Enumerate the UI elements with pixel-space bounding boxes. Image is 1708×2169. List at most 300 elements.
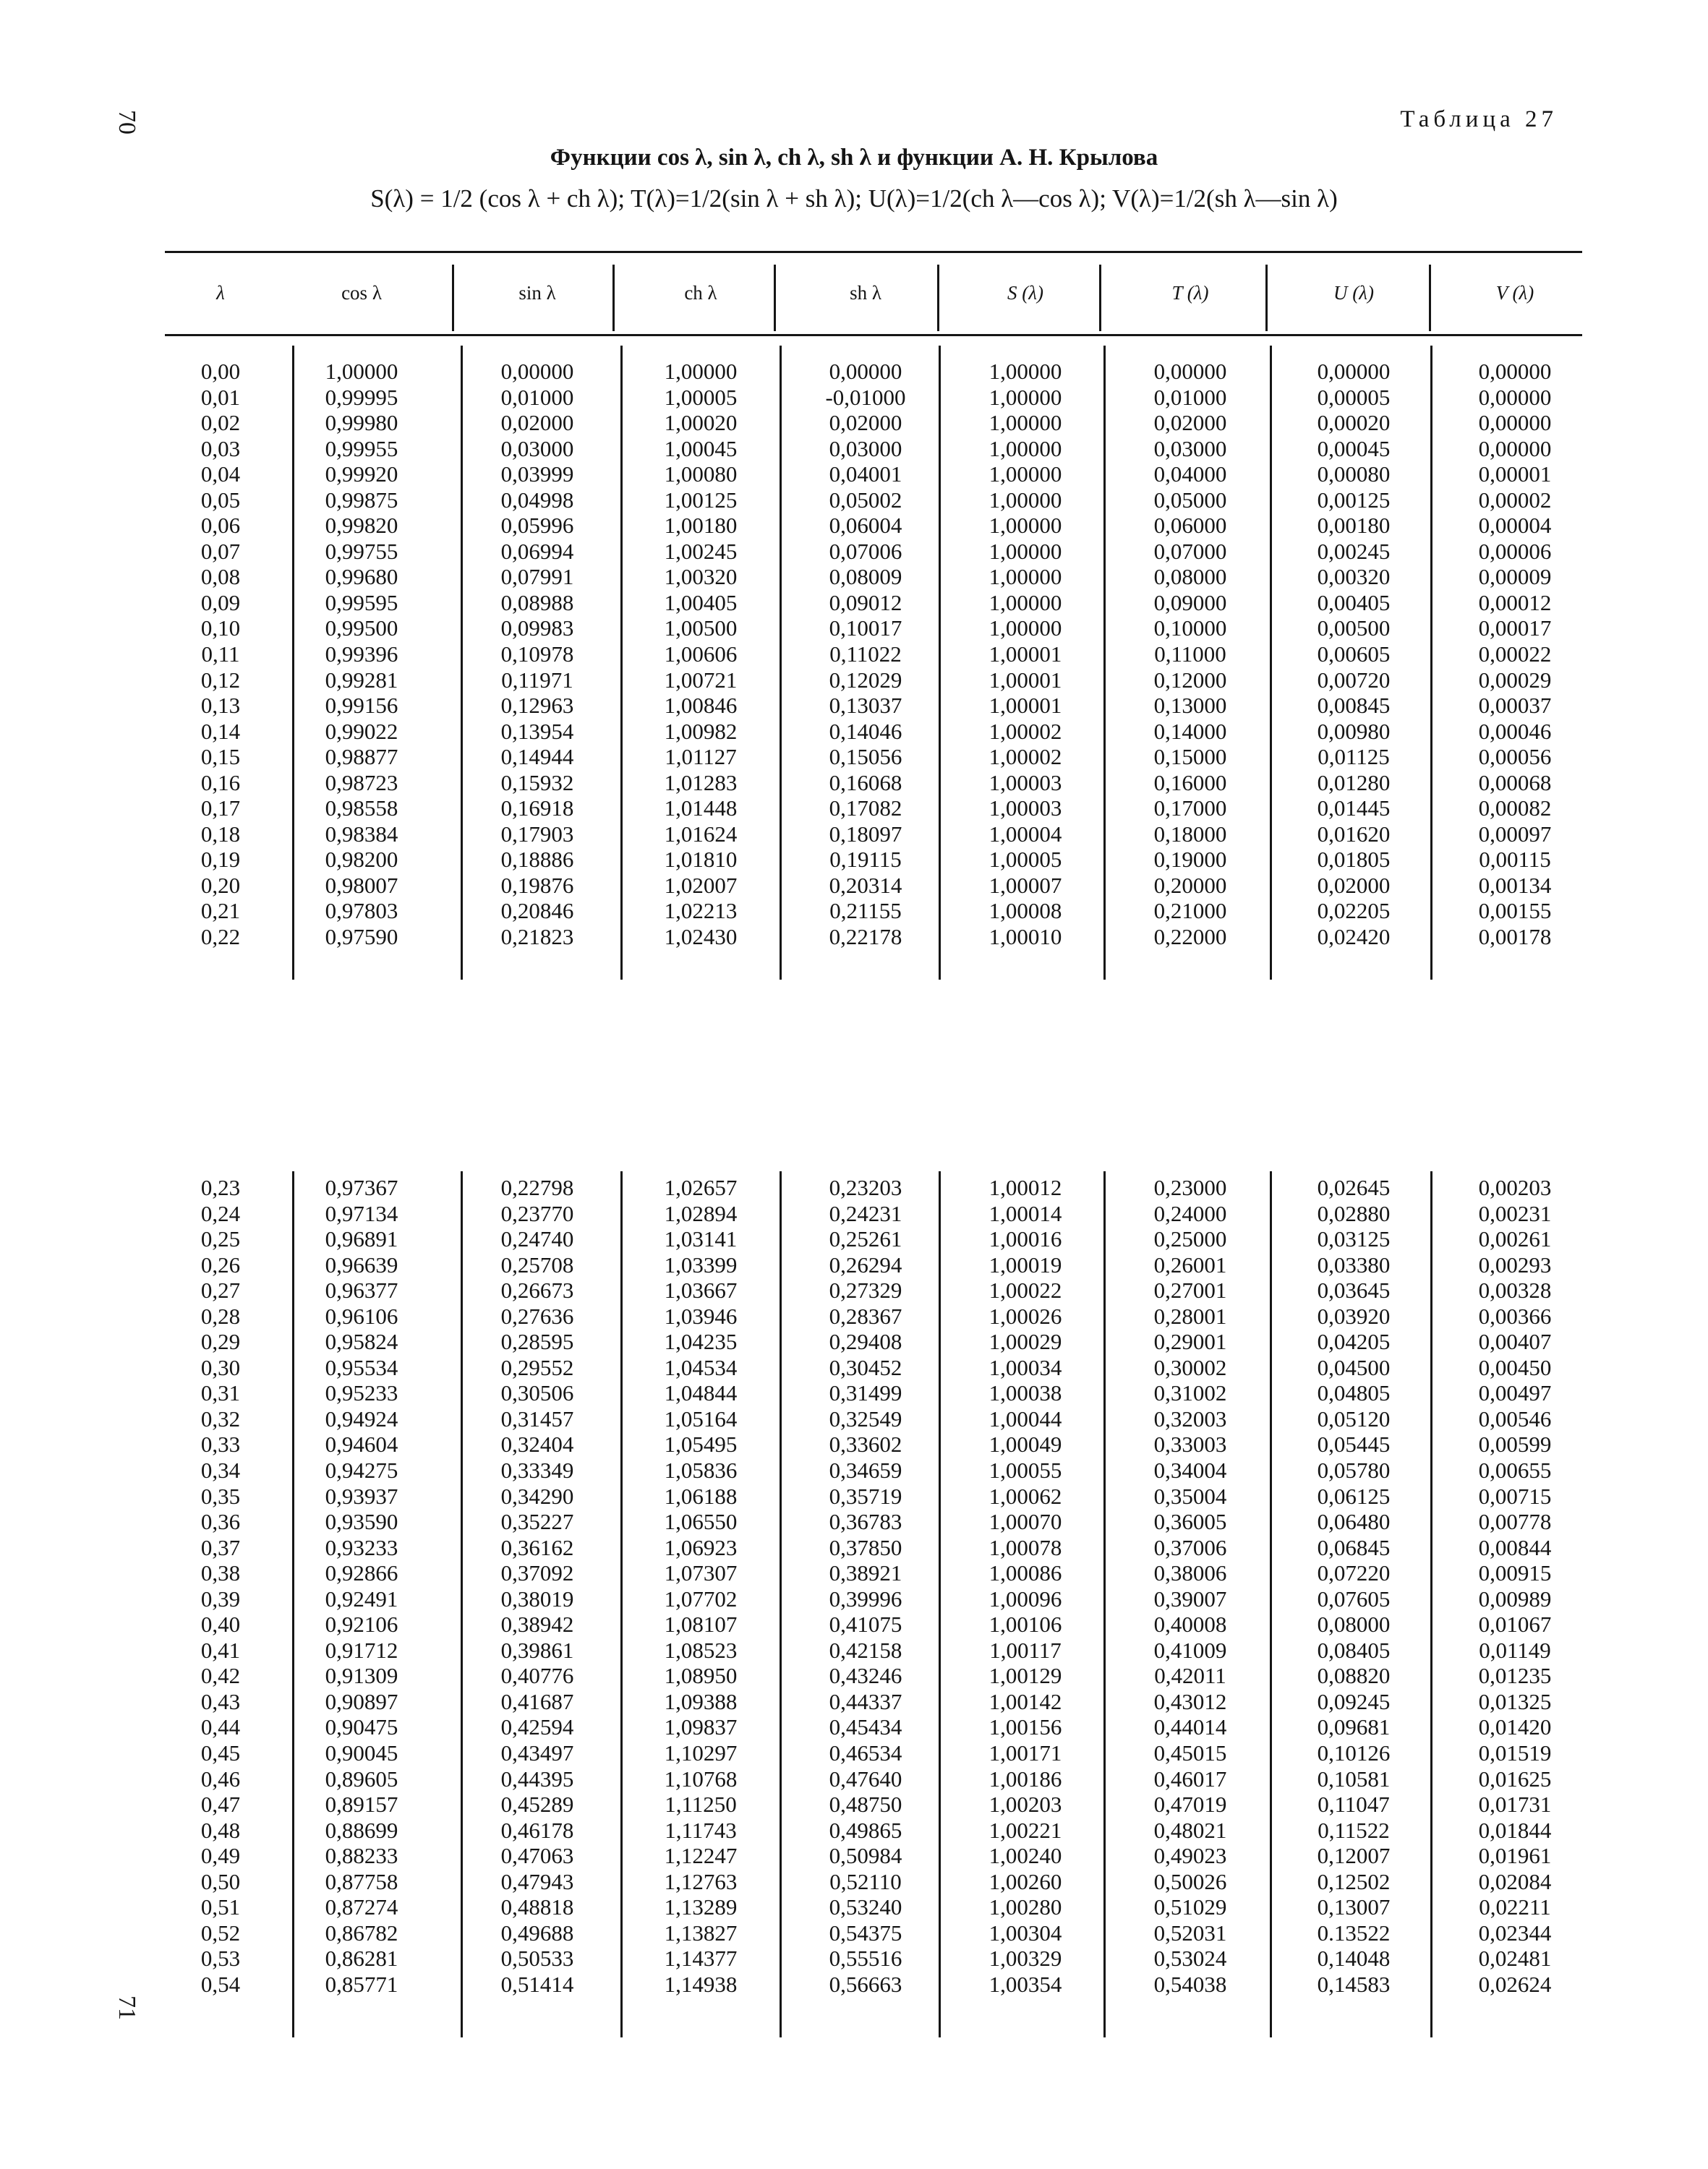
table-cell: 0,00002 xyxy=(1478,487,1552,513)
table-cell: 0,38921 xyxy=(829,1560,902,1586)
table-cell: 0,45 xyxy=(200,1740,241,1766)
table-cell: 0,00000 xyxy=(1478,384,1552,410)
table-cell: 0,01 xyxy=(200,384,241,410)
column-header-S: S (λ) xyxy=(1007,282,1043,304)
table-cell: 0,34659 xyxy=(829,1458,902,1484)
table-cell: 1,00038 xyxy=(988,1380,1062,1406)
table-cell: 0,00020 xyxy=(1317,410,1391,436)
table-cell: 0,39996 xyxy=(829,1586,902,1612)
column-S xyxy=(953,1175,1098,1998)
column-divider xyxy=(1430,346,1432,980)
table-cell: 0,91309 xyxy=(325,1663,398,1689)
table-cell: 0,19 xyxy=(200,847,241,873)
table-cell: 0,13007 xyxy=(1317,1894,1391,1920)
table-cell: 0,46534 xyxy=(829,1740,902,1766)
table-cell: 0,00006 xyxy=(1478,538,1552,564)
table-cell: 1,09388 xyxy=(664,1688,738,1714)
table-cell: 0,34004 xyxy=(1153,1458,1227,1484)
column-ch xyxy=(628,359,773,950)
table-cell: 0,13 xyxy=(200,693,241,719)
table-cell: 0,00000 xyxy=(1478,410,1552,436)
table-cell: 1,00000 xyxy=(325,359,398,384)
table-cell: 0,00082 xyxy=(1478,795,1552,821)
table-cell: 1,00000 xyxy=(988,513,1062,539)
column-header-T: T (λ) xyxy=(1171,282,1209,304)
table-cell: 0,00405 xyxy=(1317,589,1391,615)
table-cell: 0,00068 xyxy=(1478,769,1552,795)
table-cell: 0,00125 xyxy=(1317,487,1391,513)
table-cell: 0,86782 xyxy=(325,1920,398,1946)
table-cell: 1,05836 xyxy=(664,1458,738,1484)
table-cell: 0,32404 xyxy=(500,1432,574,1458)
table-cell: 1,08107 xyxy=(664,1612,738,1638)
table-cell: 0,06000 xyxy=(1153,513,1227,539)
table-cell: 0,29 xyxy=(200,1329,241,1355)
table-cell: 0,07991 xyxy=(500,564,574,590)
table-cell: 0,12 xyxy=(200,667,241,693)
table-cell: 1,00203 xyxy=(988,1792,1062,1818)
table-cell: 0,94604 xyxy=(325,1432,398,1458)
column-sh xyxy=(793,359,938,950)
table-cell: 1,00106 xyxy=(988,1612,1062,1638)
table-cell: 1,00180 xyxy=(664,513,738,539)
column-ch xyxy=(628,1175,773,1998)
table-cell: 1,13289 xyxy=(664,1894,738,1920)
table-cell: 0,31 xyxy=(200,1380,241,1406)
table-cell: 0,08000 xyxy=(1153,564,1227,590)
table-cell: 0,98200 xyxy=(325,847,398,873)
table-cell: 0,36 xyxy=(200,1509,241,1535)
table-cell: 0,21 xyxy=(200,898,241,924)
table-cell: 0,92106 xyxy=(325,1612,398,1638)
table-cell: 0,00245 xyxy=(1317,538,1391,564)
header-divider xyxy=(1265,265,1268,331)
table-cell: 0,08009 xyxy=(829,564,902,590)
table-cell: 1,00045 xyxy=(664,435,738,461)
table-cell: 0,21823 xyxy=(500,924,574,950)
table-cell: 0,08000 xyxy=(1317,1612,1391,1638)
table-cell: 0,10017 xyxy=(829,615,902,641)
table-cell: 0,26673 xyxy=(500,1278,574,1304)
table-cell: 0,07605 xyxy=(1317,1586,1391,1612)
table-cell: 0,94924 xyxy=(325,1406,398,1432)
table-cell: 0,37092 xyxy=(500,1560,574,1586)
table-cell: 0,44337 xyxy=(829,1688,902,1714)
table-cell: 0,17082 xyxy=(829,795,902,821)
table-cell: 1,00080 xyxy=(664,461,738,487)
table-cell: 0,04998 xyxy=(500,487,574,513)
table-cell: 0,47943 xyxy=(500,1868,574,1894)
table-cell: 0,40 xyxy=(200,1612,241,1638)
table-cell: 0,01519 xyxy=(1478,1740,1552,1766)
table-cell: 0,46 xyxy=(200,1766,241,1792)
table-cell: 1,00002 xyxy=(988,718,1062,744)
table-cell: 0,07 xyxy=(200,538,241,564)
table-cell: 0,93937 xyxy=(325,1483,398,1509)
table-cell: 0,00845 xyxy=(1317,693,1391,719)
table-cell: 0,34290 xyxy=(500,1483,574,1509)
table-cell: 0,02645 xyxy=(1317,1175,1391,1200)
table-cell: 0,22798 xyxy=(500,1175,574,1200)
table-cell: 0,31499 xyxy=(829,1380,902,1406)
table-cell: 0,17000 xyxy=(1153,795,1227,821)
table-cell: 0,18 xyxy=(200,821,241,847)
table-cell: 0,48818 xyxy=(500,1894,574,1920)
table-cell: 0,95534 xyxy=(325,1354,398,1380)
column-divider xyxy=(292,346,294,980)
table-cell: 0,42 xyxy=(200,1663,241,1689)
table-cell: 0,20846 xyxy=(500,898,574,924)
table-cell: 0,26 xyxy=(200,1252,241,1278)
table-cell: 0,00134 xyxy=(1478,872,1552,898)
table-cell: 0,30506 xyxy=(500,1380,574,1406)
table-cell: 0,38019 xyxy=(500,1586,574,1612)
table-cell: 0,05000 xyxy=(1153,487,1227,513)
table-cell: 0,98558 xyxy=(325,795,398,821)
table-cell: 0,00056 xyxy=(1478,744,1552,770)
table-cell: 0,53240 xyxy=(829,1894,902,1920)
table-cell: 0,30002 xyxy=(1153,1354,1227,1380)
table-cell: 1,00001 xyxy=(988,641,1062,667)
table-cell: 0,00 xyxy=(200,359,241,384)
table-cell: 1,00500 xyxy=(664,615,738,641)
table-cell: 0,12963 xyxy=(500,693,574,719)
column-S xyxy=(953,359,1098,950)
table-cell: 0,86281 xyxy=(325,1946,398,1972)
column-header-sh: sh λ xyxy=(850,282,881,304)
column-header-cos: cos λ xyxy=(341,282,382,304)
table-cell: 0,00546 xyxy=(1478,1406,1552,1432)
table-cell: 0,43 xyxy=(200,1688,241,1714)
table-cell: 0,00715 xyxy=(1478,1483,1552,1509)
table-cell: 0,87758 xyxy=(325,1868,398,1894)
table-cell: 0,08988 xyxy=(500,589,574,615)
table-cell: 0,47019 xyxy=(1153,1792,1227,1818)
table-cell: 1,13827 xyxy=(664,1920,738,1946)
table-cell: 0,01420 xyxy=(1478,1714,1552,1740)
table-cell: 0,16 xyxy=(200,769,241,795)
table-cell: 0,03000 xyxy=(829,435,902,461)
table-cell: 0,44395 xyxy=(500,1766,574,1792)
table-cell: 0,97590 xyxy=(325,924,398,950)
table-cell: 1,00000 xyxy=(988,564,1062,590)
table-cell: 0,11522 xyxy=(1318,1817,1390,1843)
table-cell: 1,00000 xyxy=(988,461,1062,487)
table-cell: 0,94275 xyxy=(325,1458,398,1484)
table-cell: 0,01000 xyxy=(500,384,574,410)
table-cell: 0,16000 xyxy=(1153,769,1227,795)
page-number-top: 70 xyxy=(114,110,140,134)
table-cell: 0,03920 xyxy=(1317,1303,1391,1329)
table-cell: 1,00129 xyxy=(988,1663,1062,1689)
table-cell: 0,47 xyxy=(200,1792,241,1818)
table-cell: 0,00293 xyxy=(1478,1252,1552,1278)
table-cell: 0,98877 xyxy=(325,744,398,770)
table-cell: 1,00186 xyxy=(988,1766,1062,1792)
column-divider xyxy=(780,346,782,980)
table-cell: 0,01625 xyxy=(1478,1766,1552,1792)
column-cos xyxy=(289,359,434,950)
table-cell: 0,99396 xyxy=(325,641,398,667)
column-T xyxy=(1118,1175,1263,1998)
column-sin xyxy=(465,359,610,950)
table-cell: 0,05002 xyxy=(829,487,902,513)
table-cell: 0,05445 xyxy=(1317,1432,1391,1458)
table-cell: 0,11022 xyxy=(829,641,902,667)
table-cell: 0,01067 xyxy=(1478,1612,1552,1638)
table-cell: 0,35 xyxy=(200,1483,241,1509)
table-cell: 0,19876 xyxy=(500,872,574,898)
table-cell: 1,00007 xyxy=(988,872,1062,898)
table-cell: 0,99755 xyxy=(325,538,398,564)
table-cell: 0,02 xyxy=(200,410,241,436)
table-cell: 1,00000 xyxy=(988,487,1062,513)
column-divider xyxy=(1103,1171,1106,2037)
table-cell: 0,99500 xyxy=(325,615,398,641)
table-cell: 0,48021 xyxy=(1153,1817,1227,1843)
column-header-ch: ch λ xyxy=(684,282,717,304)
header-divider xyxy=(774,265,776,331)
column-header-lambda: λ xyxy=(216,282,225,304)
table-cell: 0,45434 xyxy=(829,1714,902,1740)
table-cell: 1,06188 xyxy=(664,1483,738,1509)
table-cell: 1,00329 xyxy=(988,1946,1062,1972)
table-cell: 0,49688 xyxy=(500,1920,574,1946)
table-cell: 1,10297 xyxy=(664,1740,738,1766)
table-cell: 0,02000 xyxy=(500,410,574,436)
table-cell: 0,45015 xyxy=(1153,1740,1227,1766)
table-cell: 0,11971 xyxy=(501,667,573,693)
column-V xyxy=(1443,1175,1587,1998)
header-divider xyxy=(612,265,615,331)
table-cell: 0,35004 xyxy=(1153,1483,1227,1509)
column-divider xyxy=(292,1171,294,2037)
table-cell: 1,04534 xyxy=(664,1354,738,1380)
table-cell: 0,90897 xyxy=(325,1688,398,1714)
column-header-U: U (λ) xyxy=(1333,282,1374,304)
column-divider xyxy=(1103,346,1106,980)
table-cell: 0,26294 xyxy=(829,1252,902,1278)
table-cell: 0,00980 xyxy=(1317,718,1391,744)
table-cell: 1,01810 xyxy=(664,847,738,873)
table-cell: 0,92866 xyxy=(325,1560,398,1586)
table-cell: 0,25000 xyxy=(1153,1226,1227,1252)
table-cell: 0,00915 xyxy=(1478,1560,1552,1586)
table-cell: 0,06994 xyxy=(500,538,574,564)
table-cell: 0,41 xyxy=(200,1637,241,1663)
table-cell: 1,00320 xyxy=(664,564,738,590)
table-cell: 1,00078 xyxy=(988,1534,1062,1560)
table-cell: 0,13954 xyxy=(500,718,574,744)
krylov-formula: S(λ) = 1/2 (cos λ + ch λ); T(λ)=1/2(sin λ + sh λ); U(λ)=1/2(ch λ—cos λ); V(λ)=1/2(sh λ—sin λ) xyxy=(370,184,1338,213)
table-cell: 0,39007 xyxy=(1153,1586,1227,1612)
table-cell: 0,38 xyxy=(200,1560,241,1586)
table-cell: 0,00155 xyxy=(1478,898,1552,924)
table-cell: 0,49023 xyxy=(1153,1843,1227,1869)
table-cell: 0,15 xyxy=(200,744,241,770)
table-cell: 0,00046 xyxy=(1478,718,1552,744)
table-cell: 0,04500 xyxy=(1317,1354,1391,1380)
table-cell: 0,22000 xyxy=(1153,924,1227,950)
table-cell: 1,00096 xyxy=(988,1586,1062,1612)
table-cell: 1,12763 xyxy=(664,1868,738,1894)
table-cell: 0,31002 xyxy=(1153,1380,1227,1406)
table-cell: 0,49 xyxy=(200,1843,241,1869)
column-divider xyxy=(780,1171,782,2037)
table-cell: 1,00086 xyxy=(988,1560,1062,1586)
header-divider xyxy=(1429,265,1431,331)
table-cell: 1,11743 xyxy=(665,1817,737,1843)
table-cell: 0,03645 xyxy=(1317,1278,1391,1304)
header-bottom-rule xyxy=(165,334,1582,336)
table-cell: 1,01127 xyxy=(665,744,737,770)
table-cell: 0,00004 xyxy=(1478,513,1552,539)
table-cell: 0,06845 xyxy=(1317,1534,1391,1560)
table-title: Функции cos λ, sin λ, ch λ, sh λ и функции А. Н. Крылова xyxy=(550,145,1158,171)
table-cell: 0,54 xyxy=(200,1971,241,1997)
table-cell: 0.13522 xyxy=(1317,1920,1391,1946)
table-cell: 0,01731 xyxy=(1478,1792,1552,1818)
table-cell: 0,02211 xyxy=(1479,1894,1551,1920)
table-cell: 0,89157 xyxy=(325,1792,398,1818)
table-cell: 0,38006 xyxy=(1153,1560,1227,1586)
table-cell: 0,99680 xyxy=(325,564,398,590)
table-cell: 0,25261 xyxy=(829,1226,902,1252)
table-cell: 1,00062 xyxy=(988,1483,1062,1509)
table-cell: 0,23203 xyxy=(829,1175,902,1200)
table-cell: 0,01280 xyxy=(1317,769,1391,795)
table-cell: 0,16068 xyxy=(829,769,902,795)
table-cell: 0,02624 xyxy=(1478,1971,1552,1997)
column-lambda xyxy=(148,1175,293,1998)
column-header-V: V (λ) xyxy=(1495,282,1534,304)
table-cell: 1,01448 xyxy=(664,795,738,821)
table-cell: 1,03946 xyxy=(664,1303,738,1329)
table-cell: 0,97134 xyxy=(325,1200,398,1226)
table-cell: 0,00080 xyxy=(1317,461,1391,487)
table-cell: 1,05495 xyxy=(664,1432,738,1458)
column-divider xyxy=(620,1171,623,2037)
table-cell: 0,08 xyxy=(200,564,241,590)
table-cell: 0,00029 xyxy=(1478,667,1552,693)
table-cell: -0,01000 xyxy=(825,384,906,410)
table-cell: 0,00989 xyxy=(1478,1586,1552,1612)
table-cell: 1,00049 xyxy=(988,1432,1062,1458)
table-cell: 1,00000 xyxy=(664,359,738,384)
table-cell: 0,12007 xyxy=(1317,1843,1391,1869)
table-cell: 0,36005 xyxy=(1153,1509,1227,1535)
table-cell: 0,13000 xyxy=(1153,693,1227,719)
table-cell: 0,00231 xyxy=(1478,1200,1552,1226)
table-cell: 0,47640 xyxy=(829,1766,902,1792)
table-cell: 0,90475 xyxy=(325,1714,398,1740)
table-cell: 1,00005 xyxy=(664,384,738,410)
table-cell: 0,98723 xyxy=(325,769,398,795)
table-cell: 0,42594 xyxy=(500,1714,574,1740)
table-cell: 0,44014 xyxy=(1153,1714,1227,1740)
table-cell: 1,00005 xyxy=(988,847,1062,873)
table-cell: 0,19115 xyxy=(829,847,902,873)
table-cell: 0,95233 xyxy=(325,1380,398,1406)
table-cell: 0,28595 xyxy=(500,1329,574,1355)
table-cell: 0,00203 xyxy=(1478,1175,1552,1200)
table-cell: 1,00003 xyxy=(988,795,1062,821)
table-cell: 0,27636 xyxy=(500,1303,574,1329)
table-cell: 1,00044 xyxy=(988,1406,1062,1432)
table-cell: 0,96891 xyxy=(325,1226,398,1252)
table-cell: 0,15000 xyxy=(1153,744,1227,770)
table-cell: 0,04205 xyxy=(1317,1329,1391,1355)
table-cell: 0,00261 xyxy=(1478,1226,1552,1252)
table-cell: 0,06004 xyxy=(829,513,902,539)
table-cell: 0,52031 xyxy=(1153,1920,1227,1946)
table-cell: 0,33 xyxy=(200,1432,241,1458)
table-cell: 0,50026 xyxy=(1153,1868,1227,1894)
table-cell: 0,89605 xyxy=(325,1766,398,1792)
table-cell: 0,08405 xyxy=(1317,1637,1391,1663)
table-cell: 1,02894 xyxy=(664,1200,738,1226)
table-cell: 0,00037 xyxy=(1478,693,1552,719)
table-cell: 0,99281 xyxy=(325,667,398,693)
header-divider xyxy=(452,265,454,331)
column-header-sin: sin λ xyxy=(518,282,556,304)
table-cell: 0,22 xyxy=(200,924,241,950)
table-cell: 0,00000 xyxy=(1317,359,1391,384)
table-cell: 0,96639 xyxy=(325,1252,398,1278)
table-cell: 0,44 xyxy=(200,1714,241,1740)
table-cell: 1,00221 xyxy=(988,1817,1062,1843)
column-divider xyxy=(1270,1171,1272,2037)
column-sh xyxy=(793,1175,938,1998)
table-cell: 0,27001 xyxy=(1153,1278,1227,1304)
table-cell: 0,01235 xyxy=(1478,1663,1552,1689)
table-cell: 1,03667 xyxy=(664,1278,738,1304)
table-cell: 0,00017 xyxy=(1478,615,1552,641)
column-T xyxy=(1118,359,1263,950)
table-cell: 0,00000 xyxy=(1478,359,1552,384)
table-cell: 0,00720 xyxy=(1317,667,1391,693)
table-cell: 0,33003 xyxy=(1153,1432,1227,1458)
table-cell: 0,35227 xyxy=(500,1509,574,1535)
table-cell: 0,25 xyxy=(200,1226,241,1252)
table-cell: 0,04 xyxy=(200,461,241,487)
header-divider xyxy=(937,265,939,331)
table-cell: 0,46017 xyxy=(1153,1766,1227,1792)
table-cell: 0,00178 xyxy=(1478,924,1552,950)
header-divider xyxy=(1099,265,1101,331)
table-cell: 0,06480 xyxy=(1317,1509,1391,1535)
table-cell: 0,00605 xyxy=(1317,641,1391,667)
table-cell: 0,11000 xyxy=(1154,641,1226,667)
table-cell: 1,00125 xyxy=(664,487,738,513)
table-cell: 0,37850 xyxy=(829,1534,902,1560)
table-cell: 0,03 xyxy=(200,435,241,461)
table-cell: 0,01961 xyxy=(1478,1843,1552,1869)
table-cell: 0,18000 xyxy=(1153,821,1227,847)
table-cell: 1,02430 xyxy=(664,924,738,950)
table-cell: 0,99156 xyxy=(325,693,398,719)
table-cell: 1,00010 xyxy=(988,924,1062,950)
table-cell: 0,97367 xyxy=(325,1175,398,1200)
table-cell: 1,01624 xyxy=(664,821,738,847)
table-cell: 1,05164 xyxy=(664,1406,738,1432)
table-cell: 0,03000 xyxy=(1153,435,1227,461)
table-cell: 0,30 xyxy=(200,1354,241,1380)
table-cell: 0,55516 xyxy=(829,1946,902,1972)
table-cell: 0,02205 xyxy=(1317,898,1391,924)
table-cell: 0,92491 xyxy=(325,1586,398,1612)
table-cell: 0,14048 xyxy=(1317,1946,1391,1972)
